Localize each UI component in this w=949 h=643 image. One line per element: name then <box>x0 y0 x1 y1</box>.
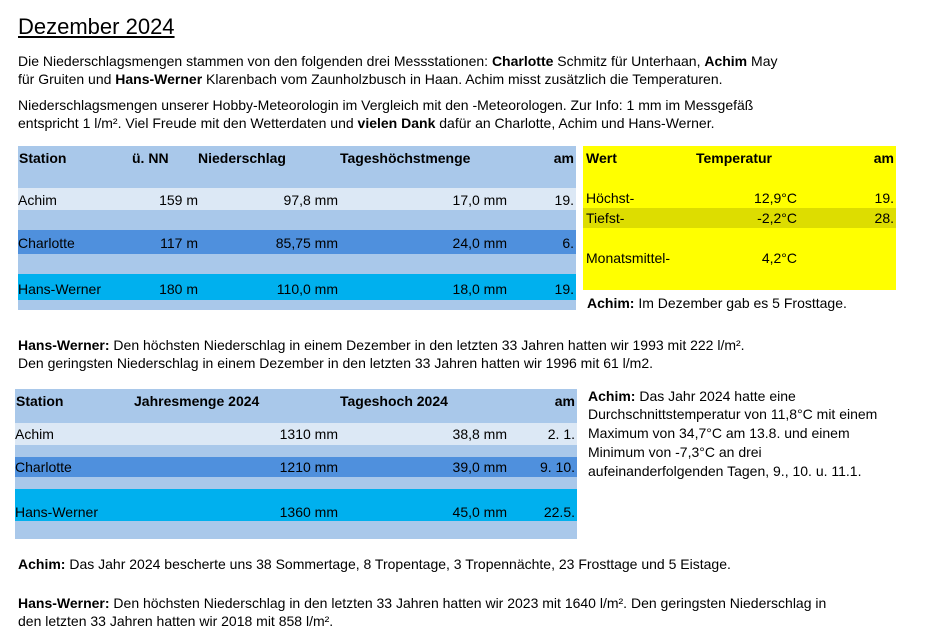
text-segment: Schmitz für Unterhaan, <box>553 53 705 69</box>
frost-note <box>587 294 847 312</box>
temp-header-date: am <box>873 150 894 166</box>
table2-separator <box>15 445 577 457</box>
table1-cell-daily-max: 17,0 mm <box>452 192 507 208</box>
table1-header-band <box>18 146 576 168</box>
table1-header-elevation: ü. NN <box>132 150 169 166</box>
table1-separator <box>18 300 576 310</box>
bold-text-segment: Hans-Werner: <box>18 337 110 353</box>
table1-cell-station: Hans-Werner <box>18 281 101 297</box>
table1-header-precipitation: Niederschlag <box>198 150 286 166</box>
table1-header-station: Station <box>19 150 67 166</box>
bold-text-segment: Hans-Werner <box>115 71 203 87</box>
temp-header-value: Wert <box>586 150 617 166</box>
table1-cell-daily-max: 24,0 mm <box>452 235 507 251</box>
text-segment: Das Jahr 2024 hatte eine <box>635 388 796 404</box>
table2-cell-annual: 1210 mm <box>279 459 338 475</box>
table2-cell-date: 2. 1. <box>547 426 575 442</box>
hw-year-line-1 <box>18 594 826 612</box>
text-segment: Das Jahr 2024 bescherte uns 38 Sommertage, 8 Tropentage, 3 Tropennächte, 23 Frosttage und 5 Eistage. <box>65 556 731 572</box>
table2-header-daily-high: Tageshoch 2024 <box>340 393 448 409</box>
table1-cell-daily-max: 18,0 mm <box>452 281 507 297</box>
achim-year-line-1 <box>588 387 796 405</box>
table2-cell-station: Achim <box>15 426 54 442</box>
text-segment: Die Niederschlagsmengen stammen von den folgenden drei Messstationen: <box>18 53 492 69</box>
intro2-line-1 <box>18 96 753 114</box>
temp-cell-value: 12,9°C <box>754 190 797 206</box>
text-segment: Den höchsten Niederschlag in einem Dezember in den letzten 33 Jahren hatten wir 1993 mit 222 l/m². <box>109 337 745 353</box>
table2-header-band <box>15 389 577 411</box>
table1-cell-precipitation: 85,75 mm <box>275 235 338 251</box>
table2-cell-annual: 1360 mm <box>279 504 338 520</box>
text-segment: den letzten 33 Jahren hatten wir 2018 mit 858 l/m². <box>18 613 334 629</box>
temp-cell-label: Tiefst- <box>586 210 625 226</box>
table2-cell-station: Charlotte <box>15 459 72 475</box>
table1-cell-station: Achim <box>18 192 57 208</box>
table1-header-date: am <box>553 150 574 166</box>
temp-cell-label: Höchst- <box>586 190 635 206</box>
hw-dec-line-1 <box>18 336 745 354</box>
text-segment: dafür an Charlotte, Achim und Hans-Werner. <box>435 115 715 131</box>
table1-cell-elevation: 117 m <box>160 235 198 251</box>
intro-line-1 <box>18 52 777 70</box>
text-segment: Maximum von 34,7°C am 13.8. und einem <box>588 425 850 441</box>
text-segment: Durchschnittstemperatur von 11,8°C mit einem <box>588 406 878 422</box>
bold-text-segment: Achim: <box>18 556 66 572</box>
table2-separator <box>15 477 577 489</box>
temp-cell-label: Monatsmittel- <box>586 250 671 266</box>
table1-cell-date: 19. <box>554 192 574 208</box>
temp-header-temperature: Temperatur <box>696 150 772 166</box>
temp-cell-value: -2,2°C <box>757 210 797 226</box>
bold-text-segment: vielen Dank <box>357 115 436 131</box>
text-segment: Den geringsten Niederschlag in einem Dezember in den letzten 33 Jahren hatten wir 1996 mit 61 l/m2. <box>18 355 654 371</box>
table2-separator <box>15 521 577 539</box>
table1-cell-date: 6. <box>562 235 574 251</box>
table1-header-daily-max: Tageshöchstmenge <box>340 150 471 166</box>
achim-year-line-4 <box>588 443 762 461</box>
table2-separator <box>15 411 577 423</box>
intro2-line-2 <box>18 114 714 132</box>
bold-text-segment: Achim <box>704 53 748 69</box>
achim-year-line-3 <box>588 424 850 442</box>
text-segment: Den höchsten Niederschlag in den letzten 33 Jahren hatten wir 2023 mit 1640 l/m². Den geringsten Niederschlag in <box>109 595 827 611</box>
temp-cell-date: 28. <box>874 210 894 226</box>
table2-cell-daily-high: 38,8 mm <box>452 426 507 442</box>
temp-cell-value: 4,2°C <box>761 250 797 266</box>
bold-text-segment: Achim: <box>588 388 636 404</box>
table1-separator <box>18 210 576 230</box>
table2-header-annual: Jahresmenge 2024 <box>134 393 260 409</box>
table1-cell-elevation: 159 m <box>159 192 198 208</box>
table2-cell-daily-high: 45,0 mm <box>452 504 507 520</box>
table2-cell-date: 9. 10. <box>539 459 575 475</box>
bold-text-segment: Hans-Werner: <box>18 595 110 611</box>
table2-header-station: Station <box>16 393 64 409</box>
achim-year-line-5 <box>588 462 862 480</box>
table2-cell-annual: 1310 mm <box>279 426 338 442</box>
achim-days-note <box>18 555 731 573</box>
text-segment: entspricht 1 l/m². Viel Freude mit den Wetterdaten und <box>18 115 358 131</box>
table1-cell-station: Charlotte <box>18 235 75 251</box>
bold-text-segment: Charlotte <box>491 53 554 69</box>
table2-cell-station: Hans-Werner <box>15 504 98 520</box>
text-segment: Niederschlagsmengen unserer Hobby-Meteorologin im Vergleich mit den -Meteorologen. Zur Info: 1 mm im Messgefäß <box>18 97 754 113</box>
text-segment: aufeinanderfolgenden Tagen, 9., 10. u. 11.1. <box>588 463 862 479</box>
hw-dec-line-2 <box>18 354 653 372</box>
bold-text-segment: Achim: <box>587 295 635 311</box>
text-segment: May <box>747 53 778 69</box>
table1-cell-precipitation: 97,8 mm <box>283 192 338 208</box>
text-segment: Minimum von -7,3°C an drei <box>588 444 762 460</box>
table2-cell-daily-high: 39,0 mm <box>452 459 507 475</box>
table2-header-date: am <box>554 393 575 409</box>
page-title: Dezember 2024 <box>18 14 175 39</box>
hw-year-line-2 <box>18 612 333 630</box>
table2-cell-date: 22.5. <box>543 504 575 520</box>
table1-cell-precipitation: 110,0 mm <box>276 281 338 297</box>
intro-line-2 <box>18 70 723 88</box>
text-segment: für Gruiten und <box>18 71 116 87</box>
temp-cell-date: 19. <box>874 190 894 206</box>
text-segment: Klarenbach vom Zaunholzbusch in Haan. Achim misst zusätzlich die Temperaturen. <box>202 71 723 87</box>
text-segment: Im Dezember gab es 5 Frosttage. <box>634 295 847 311</box>
table1-cell-elevation: 180 m <box>159 281 198 297</box>
table1-separator <box>18 168 576 188</box>
table1-cell-date: 19. <box>554 281 574 297</box>
achim-year-line-2 <box>588 405 877 423</box>
table1-separator <box>18 254 576 274</box>
